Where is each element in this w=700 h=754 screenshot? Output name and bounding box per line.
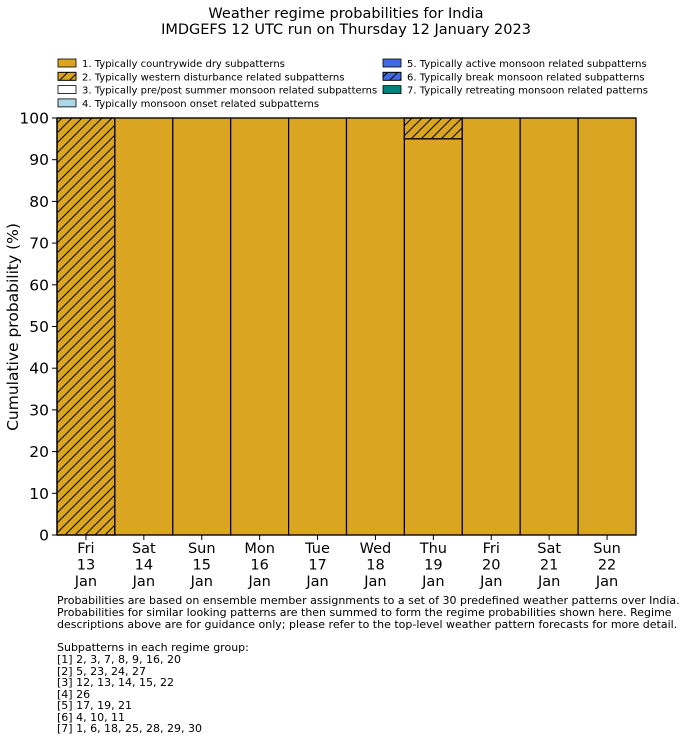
subpattern-group-3: [3] 12, 13, 14, 15, 22 [57, 676, 175, 689]
bar-day5-series1 [289, 118, 347, 535]
bar-day7-series1 [404, 139, 462, 535]
x-axis [74, 535, 621, 590]
y-tick-label-50: 50 [29, 318, 49, 336]
x-tick-label-6: Wed 18 Jan [359, 541, 392, 590]
subpattern-group-7: [7] 1, 6, 18, 25, 28, 29, 30 [57, 722, 203, 735]
subpattern-group-5: [5] 17, 19, 21 [57, 699, 133, 712]
chart-title: Weather regime probabilities for India [208, 6, 484, 22]
y-tick-label-80: 80 [29, 192, 49, 211]
legend-label-7: 7. Typically retreating monsoon related patterns [407, 85, 648, 97]
bar-hatch-day1-series2 [57, 118, 115, 535]
legend-label-4: 4. Typically monsoon onset related subpatterns [82, 98, 320, 110]
subpatterns-heading: Subpatterns in each regime group: [57, 641, 249, 654]
footnote-line-1: Probabilities are based on ensemble member assignments to a set of 30 predefined weather patterns over India. [57, 594, 680, 607]
legend-swatch-3 [58, 86, 76, 94]
legend-swatch-hatch-2 [58, 72, 76, 80]
legend-swatch-hatch-6 [383, 72, 401, 80]
legend-swatch-7 [383, 86, 401, 94]
legend-swatch-4 [58, 99, 76, 107]
bar-day8-series1 [462, 118, 520, 535]
x-tick-label-3: Sun 15 Jan [187, 541, 216, 590]
y-tick-label-60: 60 [29, 276, 49, 295]
x-tick-label-9: Sat 21 Jan [537, 541, 562, 590]
bar-day4-series1 [231, 118, 289, 535]
legend-swatch-5 [383, 59, 401, 67]
subpattern-group-4: [4] 26 [57, 687, 91, 701]
y-tick-label-20: 20 [29, 443, 49, 462]
bar-area [57, 118, 636, 535]
x-tick-label-10: Sun 22 Jan [593, 541, 621, 590]
x-tick-label-4: Mon 16 Jan [244, 541, 275, 590]
y-axis-label: Cumulative probability (%) [4, 223, 22, 431]
legend-swatch-1 [58, 59, 76, 67]
legend-label-6: 6. Typically break monsoon related subpatterns [407, 72, 645, 84]
subpattern-group-6: [6] 4, 10, 11 [57, 710, 126, 724]
footnote-line-2: Probabilities for similar looking patterns are then summed to form the regime probabilities shown here. Regime [57, 606, 672, 619]
y-tick-label-10: 10 [29, 484, 49, 503]
legend-label-3: 3. Typically pre/post summer monsoon related subpatterns [82, 85, 378, 97]
y-axis [19, 110, 57, 545]
bar-day2-series1 [115, 118, 173, 535]
y-tick-label-30: 30 [29, 401, 49, 420]
y-tick-label-70: 70 [29, 234, 49, 253]
bar-hatch-day7-series2 [404, 118, 462, 139]
chart-legend [58, 59, 648, 110]
y-tick-label-40: 40 [29, 359, 49, 378]
subpattern-group-1: [1] 2, 3, 7, 8, 9, 16, 20 [57, 653, 182, 666]
bar-day6-series1 [347, 118, 405, 535]
chart-subtitle: IMDGEFS 12 UTC run on Thursday 12 January 2023 [161, 22, 531, 38]
x-tick-label-5: Tue 17 Jan [305, 541, 330, 590]
legend-label-2: 2. Typically western disturbance related subpatterns [82, 72, 345, 84]
bar-day3-series1 [173, 118, 231, 535]
y-tick-label-0: 0 [39, 526, 49, 545]
subpattern-group-2: [2] 5, 23, 24, 27 [57, 664, 147, 678]
legend-label-1: 1. Typically countrywide dry subpatterns [82, 59, 285, 70]
bar-day9-series1 [520, 118, 578, 535]
x-tick-label-2: Sat 14 Jan [131, 541, 156, 590]
bar-day10-series1 [578, 118, 636, 535]
x-tick-label-7: Thu 19 Jan [419, 541, 447, 590]
footnote-line-3: descriptions above are for guidance only; please refer to the top-level weather pattern forecasts for more detail. [57, 618, 678, 631]
y-tick-label-90: 90 [29, 151, 49, 170]
y-tick-label-100: 100 [19, 109, 49, 128]
x-tick-label-8: Fri 20 Jan [480, 541, 503, 590]
x-tick-label-1: Fri 13 Jan [74, 541, 98, 590]
legend-label-5: 5. Typically active monsoon related subpatterns [407, 59, 647, 70]
